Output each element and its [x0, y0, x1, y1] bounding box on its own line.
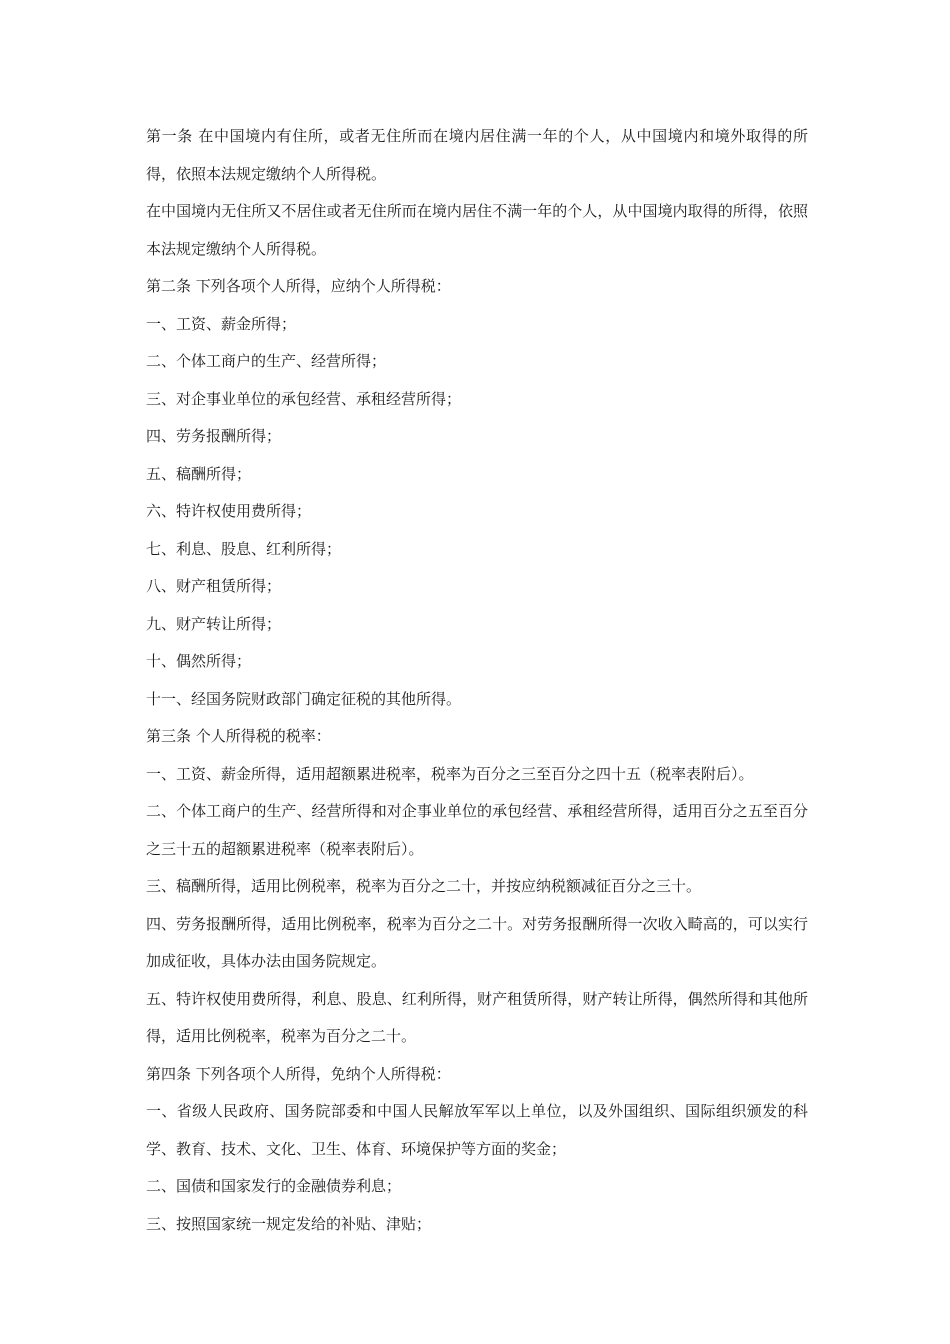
article-3-item-3: 三、稿酬所得，适用比例税率，税率为百分之二十，并按应纳税额减征百分之三十。 — [146, 877, 702, 895]
article-2-item-7: 七、利息、股息、红利所得； — [146, 539, 342, 558]
article-2-heading: 第二条 下列各项个人所得，应纳个人所得税： — [146, 277, 451, 295]
article-2-item-4: 四、劳务报酬所得； — [146, 427, 282, 445]
article-4-item-2: 二、国债和国家发行的金融债券利息； — [146, 1177, 402, 1195]
article-3-item-4: 四、劳务报酬所得，适用比例税率，税率为百分之二十。对劳务报酬所得一次收入畸高的，可以实行加成征收，具体办法由国务院规定。 — [146, 914, 808, 970]
article-2-item-5: 五、稿酬所得； — [146, 464, 252, 483]
article-1-paragraph-1: 第一条 在中国境内有住所，或者无住所而在境内居住满一年的个人，从中国境内和境外取得的所得，依照本法规定缴纳个人所得税。 — [146, 127, 808, 183]
article-2-item-1: 一、工资、薪金所得； — [146, 314, 297, 333]
article-4-item-3: 三、按照国家统一规定发给的补贴、津贴； — [146, 1214, 432, 1233]
article-3-item-2: 二、个体工商户的生产、经营所得和对企事业单位的承包经营、承租经营所得，适用百分之五至百分之三十五的超额累进税率（税率表附后）。 — [146, 802, 808, 858]
article-4-heading: 第四条 下列各项个人所得，免纳个人所得税： — [146, 1064, 451, 1083]
document-body — [146, 118, 808, 1243]
article-2-item-10: 十、偶然所得； — [146, 652, 252, 670]
article-2-item-3: 三、对企事业单位的承包经营、承租经营所得； — [146, 389, 462, 408]
article-2-item-9: 九、财产转让所得； — [146, 614, 282, 633]
article-3-item-5: 五、特许权使用费所得，利息、股息、红利所得，财产租赁所得，财产转让所得，偶然所得和其他所得，适用比例税率，税率为百分之二十。 — [146, 989, 808, 1045]
article-3-item-1: 一、工资、薪金所得，适用超额累进税率，税率为百分之三至百分之四十五（税率表附后）。 — [146, 764, 754, 783]
article-2-item-2: 二、个体工商户的生产、经营所得； — [146, 352, 387, 370]
article-4-item-1: 一、省级人民政府、国务院部委和中国人民解放军军以上单位，以及外国组织、国际组织颁发的科学、教育、技术、文化、卫生、体育、环境保护等方面的奖金； — [146, 1102, 808, 1158]
article-2-item-8: 八、财产租赁所得； — [146, 577, 282, 595]
article-2-item-6: 六、特许权使用费所得； — [146, 502, 312, 520]
article-2-item-11: 十一、经国务院财政部门确定征税的其他所得。 — [146, 689, 462, 708]
article-1-paragraph-2: 在中国境内无住所又不居住或者无住所而在境内居住不满一年的个人，从中国境内取得的所得，依照本法规定缴纳个人所得税。 — [146, 202, 808, 258]
article-3-heading: 第三条 个人所得税的税率： — [146, 727, 331, 745]
